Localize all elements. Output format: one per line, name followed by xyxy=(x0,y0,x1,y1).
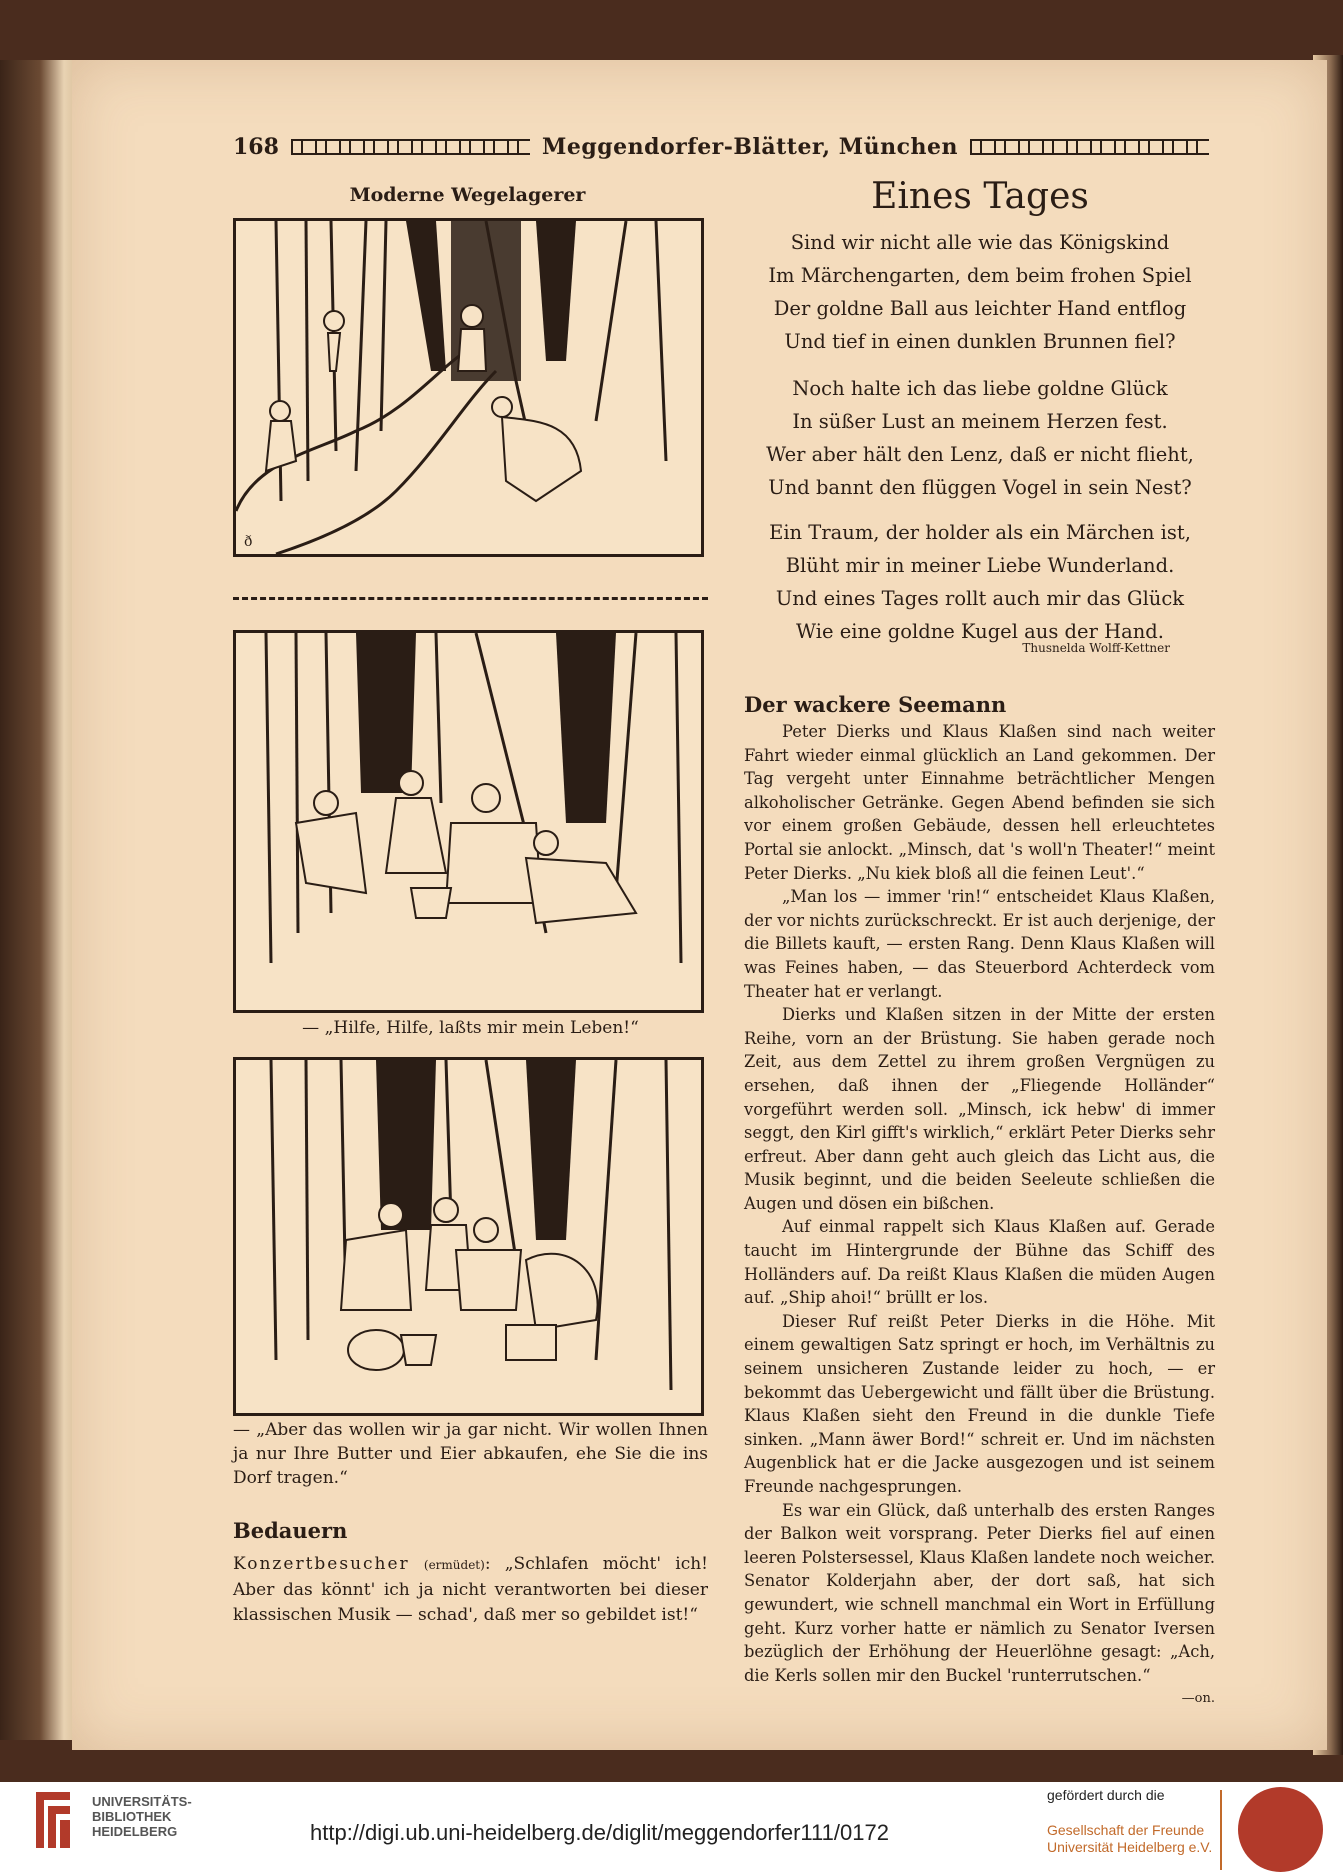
forest-illustration-1 xyxy=(236,221,701,554)
bedauern-note: (ermüdet) xyxy=(423,1558,485,1572)
cartoon-panel-2 xyxy=(233,630,704,1013)
poem-stanza-3 xyxy=(745,516,1215,648)
bedauern-heading: Bedauern xyxy=(233,1518,348,1543)
poem-line: Sind wir nicht alle wie das Königskind xyxy=(790,231,1170,254)
article-signature: —on. xyxy=(1181,1691,1215,1707)
library-footer xyxy=(0,1782,1343,1876)
artist-signature: ð xyxy=(244,534,253,550)
university-library-logo-icon xyxy=(32,1790,74,1850)
sponsor-line: Universität Heidelberg e.V. xyxy=(1047,1839,1213,1855)
poem-line: Wie eine goldne Kugel aus der Hand. xyxy=(796,620,1164,643)
article-paragraph: Es war ein Glück, daß unterhalb des ersten Ranges der Balkon weit vorsprang. Peter Dierks fiel auf einen leeren Polstersessel, Klaus Klaßen landete noch weicher. Senator Kolderjahn aber, der dort saß, hat sich gewundert, wie schnell manchmal ein Wort in Erfüllung geht. Kurz vorher hatte er nämlich zu Senator Iversen bezüglich der Erhöhung der Heuerlöhne gesagt: „Ach, die Kerls sollen mir den Buckel 'runterrutschen.“ xyxy=(744,1500,1215,1685)
poem-line: Und tief in einen dunklen Brunnen fiel? xyxy=(784,330,1176,353)
sponsor-intro: gefördert durch die xyxy=(1047,1787,1165,1803)
poem-stanza-2 xyxy=(745,372,1215,504)
page-number: 168 xyxy=(233,134,279,160)
panel-2-caption: — „Hilfe, Hilfe, laßts mir mein Leben!“ xyxy=(302,1018,639,1038)
poem-line: Und bannt den flüggen Vogel in sein Nest? xyxy=(768,476,1192,499)
footer-divider xyxy=(1220,1790,1222,1870)
university-seal-icon xyxy=(1238,1787,1323,1872)
library-name-line: UNIVERSITÄTS- xyxy=(92,1794,192,1809)
book-binding-left xyxy=(0,60,80,1740)
poem-line: Im Märchengarten, dem beim frohen Spiel xyxy=(768,264,1192,287)
poem-line: Ein Traum, der holder als ein Märchen ist, xyxy=(769,521,1191,544)
article-body xyxy=(744,720,1215,1711)
bedauern-text xyxy=(233,1552,708,1628)
poem-line: Noch halte ich das liebe goldne Glück xyxy=(792,377,1168,400)
page-header xyxy=(233,132,1209,162)
cartoon-panel-3 xyxy=(233,1057,704,1416)
cartoon-title: Moderne Wegelagerer xyxy=(349,184,586,206)
article-paragraph: Dierks und Klaßen sitzen in der Mitte der ersten Reihe, vorn an der Brüstung. Sie haben gerade noch Zeit, aus dem Zettel zu ihrem großen Vergnügen zu ersehen, daß ihnen der „Fliegende Holländer“ vorgeführt werden soll. „Minsch, ick hebw' di immer seggt, den Kirl gifft's wirklich,“ erklärt Peter Dierks sehr erfreut. Aber dann geht auch gleich das Licht aus, die Musik beginnt, und die beiden Seeleute schließen die Augen und dösen ein bißchen. xyxy=(744,1005,1215,1213)
chain-ornament-left xyxy=(291,139,530,155)
article-paragraph: Peter Dierks und Klaus Klaßen sind nach weiter Fahrt wieder einmal glücklich an Land gekommen. Der Tag vergeht unter Einnahme beträchtlicher Mengen alkoholischer Getränke. Gegen Abend befinden sie sich vor einem großen Gebäude, dessen hell erleuchtetes Portal sie anlockt. „Minsch, dat 's woll'n Theater!“ meint Peter Dierks. „Nu kiek bloß all die feinen Leut'.“ xyxy=(744,722,1215,883)
poem-line: Der goldne Ball aus leichter Hand entflog xyxy=(773,297,1187,320)
panel-3-caption: — „Aber das wollen wir ja gar nicht. Wir wollen Ihnen ja nur Ihre Butter und Eier abkaufen, ehe Sie die ins Dorf tragen.“ xyxy=(233,1420,708,1488)
poem-line: Blüht mir in meiner Liebe Wunderland. xyxy=(785,554,1175,577)
sponsor-name xyxy=(1047,1822,1212,1856)
article-paragraph: Dieser Ruf reißt Peter Dierks in die Höhe. Mit einem gewaltigen Satz springt er hoch, im Verhältnis zu seinem unsicheren Zustande leider zu hoch, — er bekommt das Uebergewicht und fällt über die Brüstung. Klaus Klaßen sieht den Freund in die dunkle Tiefe sinken. „Mann äwer Bord!“ schreit er. Und im nächsten Augenblick hat er die Jacke ausgezogen und ist seinem Freunde nachgesprungen. xyxy=(744,1311,1215,1496)
library-name-line: HEIDELBERG xyxy=(92,1824,178,1839)
forest-illustration-3 xyxy=(236,1060,701,1413)
poem-author: Thusnelda Wolff-Kettner xyxy=(1022,641,1170,655)
library-name-line: BIBLIOTHEK xyxy=(92,1809,172,1824)
poem-line: In süßer Lust an meinem Herzen fest. xyxy=(792,410,1168,433)
poem-line: Und eines Tages rollt auch mir das Glück xyxy=(775,587,1185,610)
cartoon-panel-1 xyxy=(233,218,704,557)
bedauern-speaker: Konzertbesucher xyxy=(233,1554,410,1574)
panel-divider xyxy=(233,597,708,600)
bedauern-quote: : „Schlafen möcht' ich! Aber das könnt' ich ja nicht verantworten bei dieser klassischen Musik — schad', daß mer so gebildet ist!“ xyxy=(233,1554,708,1625)
chain-ornament-right xyxy=(970,139,1209,155)
university-library-name xyxy=(92,1794,192,1839)
article-paragraph: Auf einmal rappelt sich Klaus Klaßen auf. Gerade taucht im Hintergrunde der Bühne das Schiff des Holländers auf. Da reißt Klaus Klaßen die müden Augen auf. „Ship ahoi!“ brüllt er los. xyxy=(744,1217,1215,1308)
article-paragraph: „Man los — immer 'rin!“ entscheidet Klaus Klaßen, der vor nichts zurückschreckt. Er ist auch derjenige, der die Billets kauft, — ersten Rang. Denn Klaus Klaßen will was Feines haben, — das Steuerbord Achterdeck vom Theater hat er verlangt. xyxy=(744,887,1215,1001)
digital-copy-url[interactable]: http://digi.ub.uni-heidelberg.de/diglit/meggendorfer111/0172 xyxy=(310,1820,889,1845)
poem-line: Wer aber hält den Lenz, daß er nicht flieht, xyxy=(766,443,1194,466)
sponsor-line: Gesellschaft der Freunde xyxy=(1047,1822,1205,1838)
forest-illustration-2 xyxy=(236,633,701,1010)
masthead: Meggendorfer-Blätter, München xyxy=(541,134,958,160)
poem-title: Eines Tages xyxy=(871,176,1089,217)
article-heading: Der wackere Seemann xyxy=(744,692,1007,717)
poem-stanza-1 xyxy=(745,226,1215,358)
